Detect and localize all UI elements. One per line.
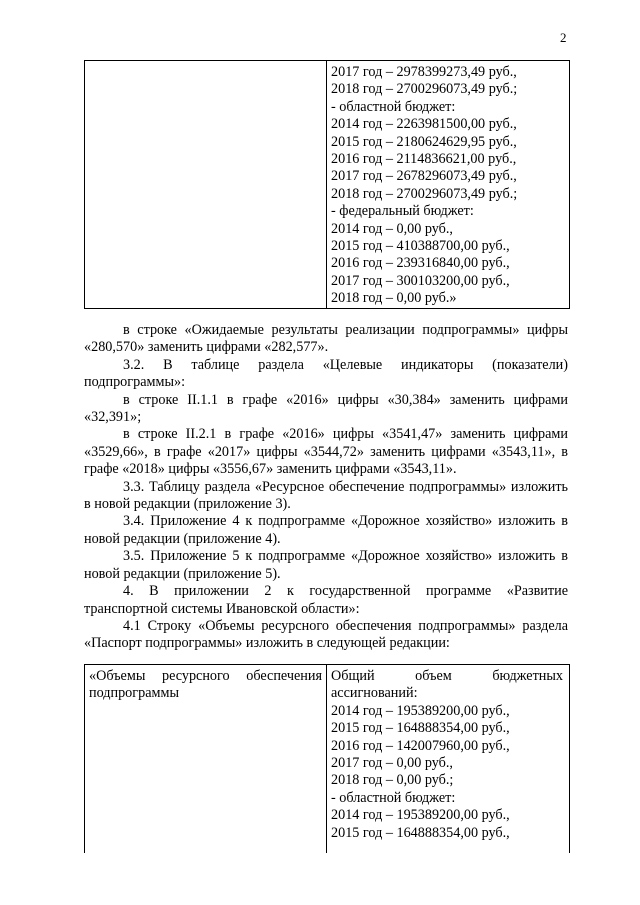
budget-line: - областной бюджет: [331,98,456,115]
paragraph: в строке II.1.1 в графе «2016» цифры «30,384» заменить цифрами «32,391»; [84,391,568,426]
table2-first-row [327,668,569,685]
budget-line: 2018 год – 2700296073,49 руб.; [331,81,518,98]
budget-line: 2014 год – 195389200,00 руб., [331,702,510,719]
table1-right-cell [327,61,570,309]
budget-line: 2015 год – 2180624629,95 руб., [331,133,517,150]
budget-line: 2014 год – 195389200,00 руб., [331,807,510,824]
budget-line: 2015 год – 164888354,00 руб., [331,824,510,841]
budget-line: 2018 год – 0,00 руб.» [331,290,457,307]
table2-left-text: «Объемы ресурсного обеспечения подпрограммы [89,668,322,702]
paragraph: 4. В приложении 2 к государственной программе «Развитие транспортной системы Ивановской области»: [84,583,568,617]
page-number: 2 [560,30,567,45]
budget-line: - областной бюджет: [331,789,456,806]
budget-line: 2018 год – 0,00 руб.; [331,772,454,789]
paragraph: в строке «Ожидаемые результаты реализации подпрограммы» цифры «280,570» заменить цифрами «282,577». [84,322,568,356]
paragraph: 3.3. Таблицу раздела «Ресурсное обеспечение подпрограммы» изложить в новой редакции (приложение 3). [84,478,568,513]
budget-line: 2017 год – 0,00 руб., [331,755,453,772]
budget-line: - федеральный бюджет: [331,203,474,220]
paragraph: 3.2. В таблице раздела «Целевые индикаторы (показатели) подпрограммы»: [84,356,568,391]
word: Общий [331,668,375,684]
paragraph: 4.1 Строку «Объемы ресурсного обеспечения подпрограммы» раздела «Паспорт подпрограммы» изложить в следующей редакции: [84,617,568,652]
word: объем [415,668,452,684]
budget-line: 2017 год – 300103200,00 руб., [331,272,510,289]
budget-line: 2016 год – 239316840,00 руб., [331,255,510,272]
budget-line: 2016 год – 2114836621,00 руб., [331,151,517,168]
budget-line: 2017 год – 2978399273,49 руб., [331,64,517,80]
budget-table-continued [84,60,570,309]
budget-line: 2015 год – 164888354,00 руб., [331,720,510,737]
word: бюджетных [492,668,563,684]
budget-line: ассигнований: [331,685,418,702]
budget-line: 2014 год – 0,00 руб., [331,220,453,237]
paragraph: в строке II.2.1 в графе «2016» цифры «3541,47» заменить цифрами «3529,66», в графе «2017» цифры «3544,72» заменить цифрами «3543,11», в графе «2018» цифры «3556,67» заменить цифрами «3543,11». [84,426,568,478]
paragraph: 3.5. Приложение 5 к подпрограмме «Дорожное хозяйство» изложить в новой редакции (приложение 5). [84,548,568,582]
budget-line: 2018 год – 2700296073,49 руб.; [331,185,518,202]
table1-left-cell [85,61,327,309]
budget-line: 2015 год – 410388700,00 руб., [331,238,510,255]
budget-line: 2014 год – 2263981500,00 руб., [331,116,517,133]
paragraph: 3.4. Приложение 4 к подпрограмме «Дорожное хозяйство» изложить в новой редакции (приложение 4). [84,513,568,547]
budget-line: 2016 год – 142007960,00 руб., [331,737,510,754]
table2-left-cell [85,665,327,854]
budget-line: 2017 год – 2678296073,49 руб., [331,168,517,185]
document-body [84,322,568,653]
resource-volume-table [84,664,570,853]
table2-right-cell [327,665,570,854]
